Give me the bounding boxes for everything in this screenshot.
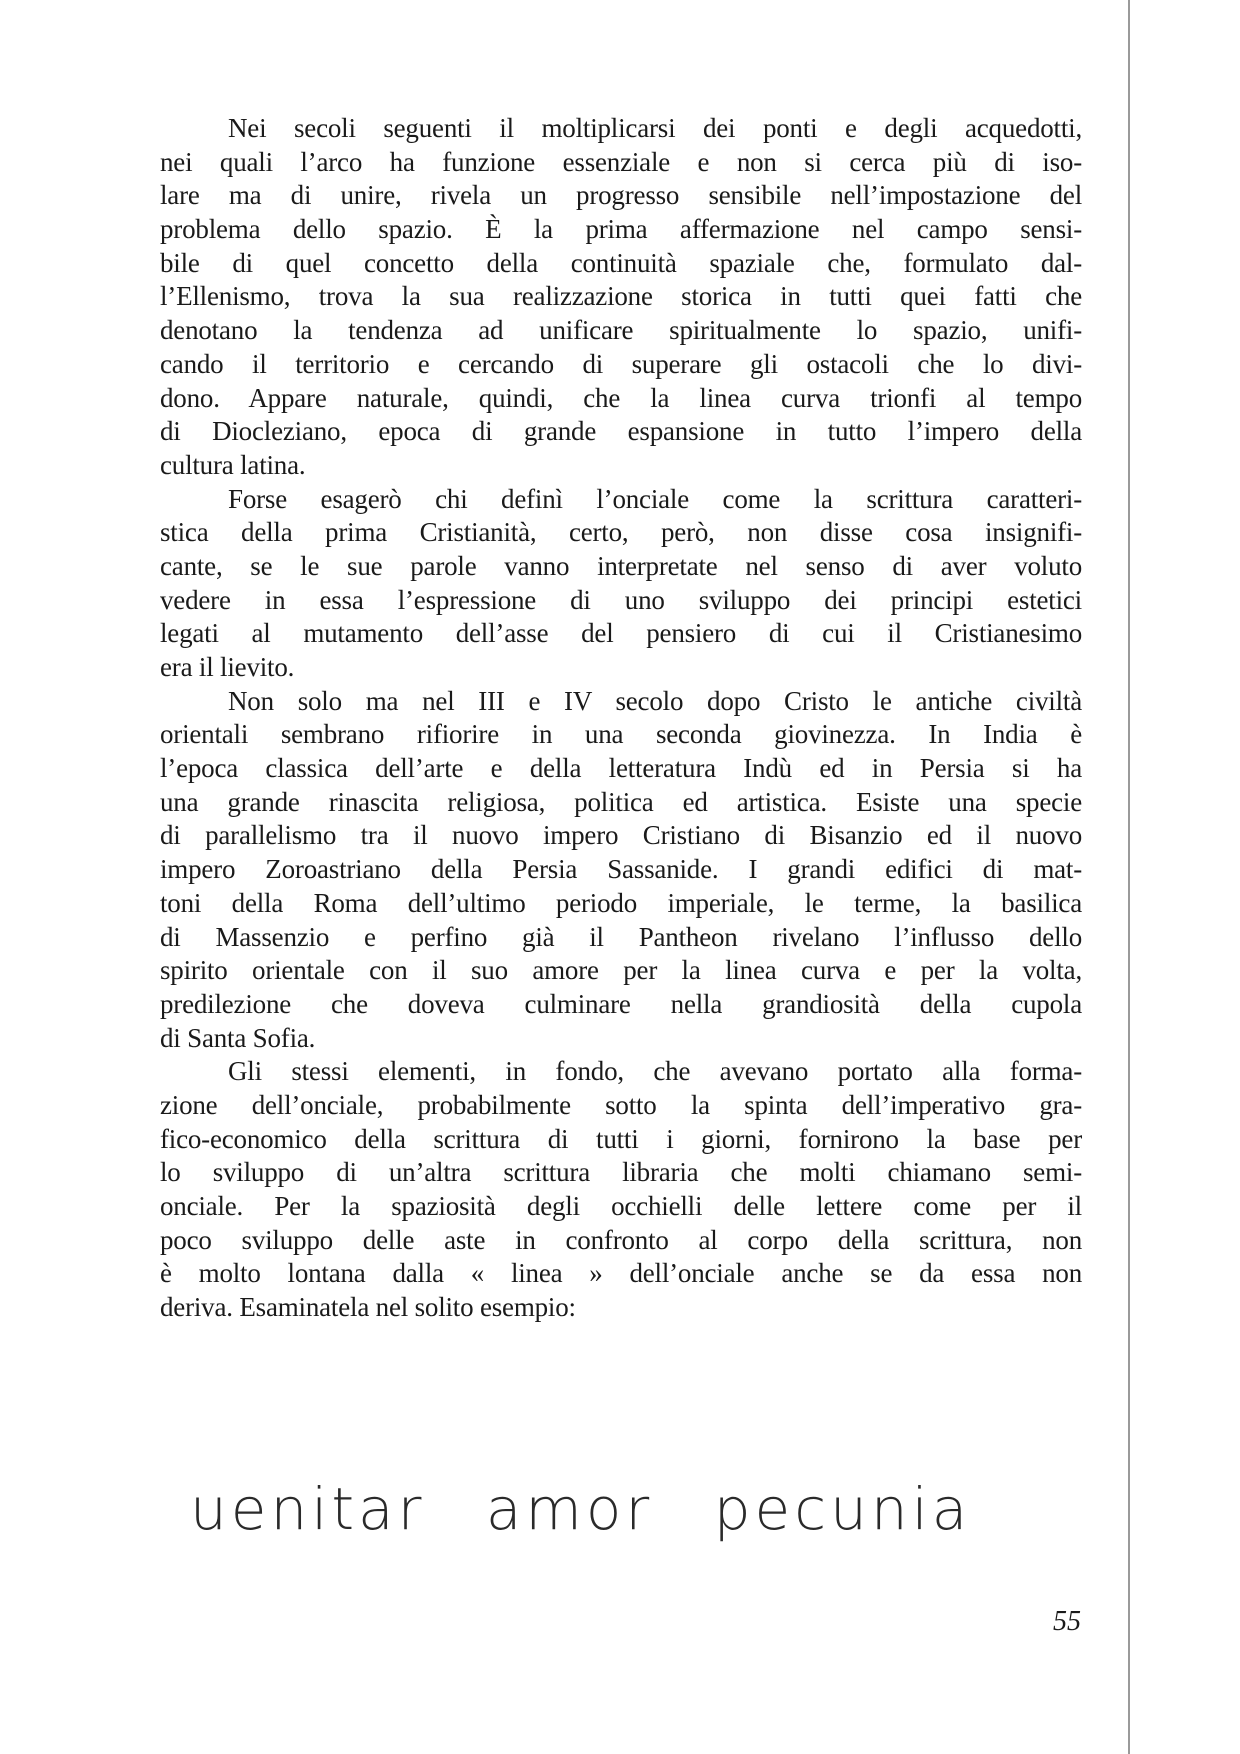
text-line: zione dell’onciale, probabilmente sotto la spinta dell’imperativo gra-: [160, 1089, 1082, 1120]
text-line: stica della prima Cristianità, certo, però, non disse cosa insignifi-: [160, 517, 1082, 548]
text-line: Non solo ma nel III e IV secolo dopo Cristo le antiche civiltà: [228, 685, 1082, 716]
text-line: cante, se le sue parole vanno interpretate nel senso di aver voluto: [160, 550, 1082, 581]
text-line: di parallelismo tra il nuovo impero Cristiano di Bisanzio ed il nuovo: [160, 820, 1082, 851]
page-edge-divider: [1128, 0, 1130, 1754]
text-line: cando il territorio e cercando di superare gli ostacoli che lo divi-: [160, 348, 1082, 379]
text-line: dono. Appare naturale, quindi, che la linea curva trionfi al tempo: [160, 382, 1082, 413]
script-word: uenitar: [190, 1475, 426, 1543]
paragraph-3: [160, 685, 1082, 1056]
page-number: 55: [1053, 1606, 1081, 1637]
text-line: Gli stessi elementi, in fondo, che avevano portato alla forma-: [228, 1056, 1082, 1087]
text-line: impero Zoroastriano della Persia Sassanide. I grandi edifici di mat-: [160, 854, 1082, 885]
text-line: nei quali l’arco ha funzione essenziale e non si cerca più di iso-: [160, 146, 1082, 177]
text-line: deriva. Esaminatela nel solito esempio:: [160, 1292, 576, 1323]
paragraph-2: [160, 483, 1082, 685]
text-line: fico-economico della scrittura di tutti i giorni, fornirono la base per: [160, 1123, 1082, 1154]
text-line: spirito orientale con il suo amore per la linea curva e per la volta,: [160, 955, 1082, 986]
text-line: di Santa Sofia.: [160, 1022, 316, 1053]
text-line: una grande rinascita religiosa, politica ed artistica. Esiste una specie: [160, 786, 1082, 817]
text-line: l’Ellenismo, trova la sua realizzazione storica in tutti quei fatti che: [160, 281, 1082, 312]
text-line: di Diocleziano, epoca di grande espansione in tutto l’impero della: [160, 416, 1082, 447]
text-line: problema dello spazio. È la prima affermazione nel campo sensi-: [160, 214, 1082, 245]
text-line: lo sviluppo di un’altra scrittura libraria che molti chiamano semi-: [160, 1157, 1082, 1188]
text-line: toni della Roma dell’ultimo periodo imperiale, le terme, la basilica: [160, 887, 1082, 918]
text-line: orientali sembrano rifiorire in una seconda giovinezza. In India è: [160, 719, 1082, 750]
text-line: era il lievito.: [160, 652, 295, 682]
text-line: predilezione che doveva culminare nella grandiosità della cupola: [160, 988, 1082, 1019]
text-line: bile di quel concetto della continuità spaziale che, formulato dal-: [160, 247, 1082, 278]
semi-uncial-script-example: [190, 1475, 1009, 1543]
body-text: [160, 112, 1082, 1325]
text-line: l’epoca classica dell’arte e della letteratura Indù ed in Persia si ha: [160, 753, 1082, 784]
paragraph-1: [160, 112, 1082, 483]
text-line: legati al mutamento dell’asse del pensiero di cui il Cristianesimo: [160, 618, 1082, 649]
text-line: è molto lontana dalla « linea » dell’onciale anche se da essa non: [160, 1258, 1082, 1289]
paragraph-4: [160, 1055, 1082, 1325]
script-word: amor: [485, 1475, 654, 1543]
text-line: cultura latina.: [160, 449, 306, 480]
text-line: onciale. Per la spaziosità degli occhielli delle lettere come per il: [160, 1191, 1082, 1221]
text-line: Nei secoli seguenti il moltiplicarsi dei ponti e degli acquedotti,: [228, 113, 1082, 143]
text-line: di Massenzio e perfino già il Pantheon rivelano l’influsso dello: [160, 921, 1082, 952]
text-line: vedere in essa l’espressione di uno sviluppo dei principi estetici: [160, 584, 1082, 615]
text-line: denotano la tendenza ad unificare spiritualmente lo spazio, unifi-: [160, 315, 1082, 346]
text-line: poco sviluppo delle aste in confronto al corpo della scrittura, non: [160, 1224, 1082, 1255]
script-word: pecunia: [713, 1475, 972, 1543]
text-line: Forse esagerò chi definì l’onciale come la scrittura caratteri-: [228, 483, 1082, 514]
text-line: lare ma di unire, rivela un progresso sensibile nell’impostazione del: [160, 180, 1082, 211]
